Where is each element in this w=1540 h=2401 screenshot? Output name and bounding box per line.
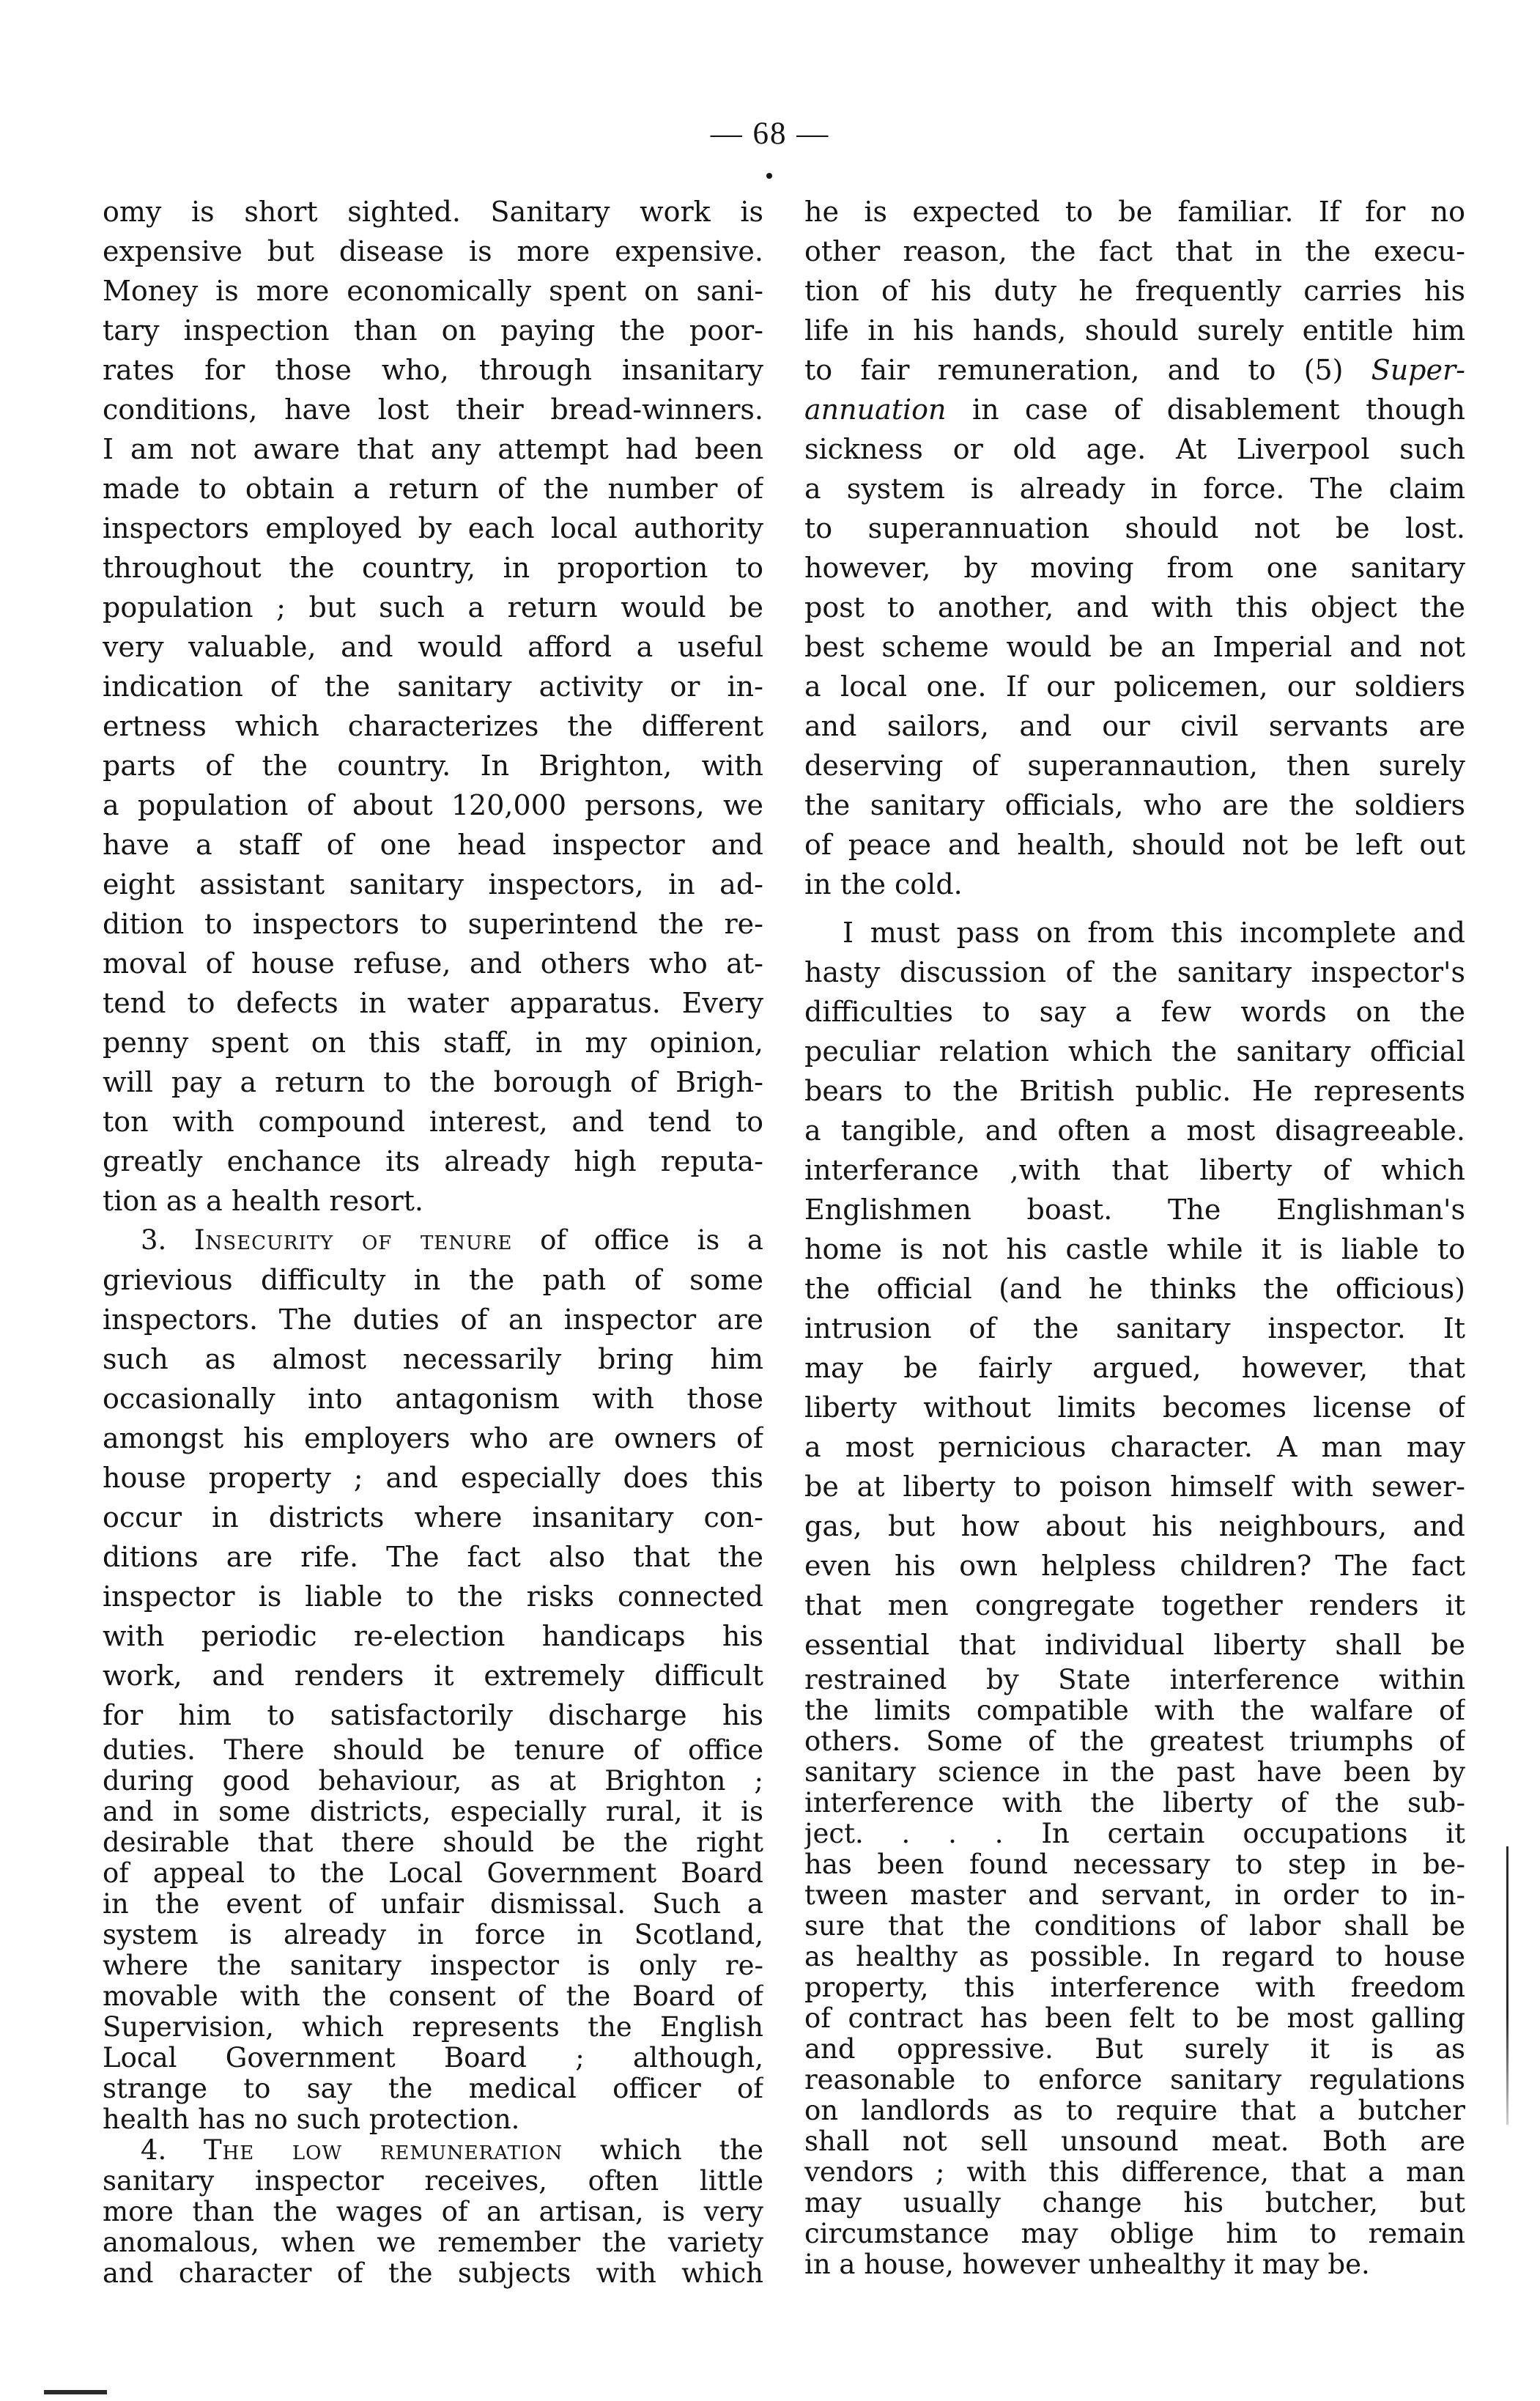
text-segment: tion of his duty he frequently carries his xyxy=(804,275,1465,307)
text-line xyxy=(103,1300,763,1339)
text-line xyxy=(103,1577,763,1616)
text-segment: made to obtain a return of the number of xyxy=(103,473,763,505)
italic-term: Super- xyxy=(1371,354,1465,386)
text-line xyxy=(103,944,763,983)
text-segment: occur in districts where insanitary con- xyxy=(103,1501,763,1534)
text-line xyxy=(804,1071,1465,1111)
text-segment: even his own helpless children? The fact xyxy=(804,1550,1465,1582)
text-segment: he is expected to be familiar. If for no xyxy=(804,196,1465,228)
text-segment: post to another, and with this object the xyxy=(804,591,1465,624)
text-segment: inspectors. The duties of an inspector are xyxy=(103,1303,763,1336)
text-line xyxy=(804,1942,1465,1972)
text-segment: sanitary science in the past have been by xyxy=(804,1757,1465,1788)
text-line xyxy=(804,1309,1465,1348)
text-segment: amongst his employers who are owners of xyxy=(103,1422,763,1454)
left-text-column xyxy=(103,192,763,2289)
text-line xyxy=(103,311,763,350)
text-line xyxy=(103,1766,763,1797)
text-segment: and character of the subjects with which xyxy=(103,2258,763,2289)
text-line xyxy=(804,2249,1465,2280)
text-segment: 4. xyxy=(141,2135,204,2166)
text-segment: home is not his castle while it is liable to xyxy=(804,1233,1465,1265)
text-segment: ditions are rife. The fact also that the xyxy=(103,1541,763,1573)
text-segment: very valuable, and would afford a useful xyxy=(103,631,763,663)
text-line xyxy=(804,1849,1465,1880)
text-segment: difficulties to say a few words on the xyxy=(804,996,1465,1028)
text-segment: expensive but disease is more expensive. xyxy=(103,235,763,267)
text-line xyxy=(804,588,1465,627)
text-segment: system is already in force in Scotland, xyxy=(103,1920,763,1950)
text-segment: of peace and health, should not be left out xyxy=(804,829,1465,861)
text-segment: a tangible, and often a most disagreeable. xyxy=(804,1114,1465,1147)
text-segment: 3. xyxy=(141,1224,194,1256)
text-segment: sure that the conditions of labor shall be xyxy=(804,1911,1465,1942)
text-line xyxy=(804,865,1465,904)
text-line xyxy=(804,2003,1465,2034)
text-line xyxy=(103,2104,763,2135)
text-line xyxy=(103,983,763,1023)
text-segment: however, by moving from one sanitary xyxy=(804,552,1465,584)
text-line xyxy=(103,548,763,588)
text-segment: omy is short sighted. Sanitary work is xyxy=(103,196,763,228)
text-segment: population ; but such a return would be xyxy=(103,591,763,624)
text-line xyxy=(103,746,763,785)
text-line xyxy=(103,508,763,548)
text-line xyxy=(103,1062,763,1102)
text-line xyxy=(103,1889,763,1920)
text-line xyxy=(804,1190,1465,1229)
text-segment: tween master and servant, in order to in- xyxy=(804,1880,1465,1911)
text-line xyxy=(103,904,763,944)
text-segment: peculiar relation which the sanitary official xyxy=(804,1035,1465,1068)
text-line xyxy=(804,1586,1465,1625)
text-segment: Money is more economically spent on sani- xyxy=(103,275,763,307)
text-segment: a local one. If our policemen, our soldiers xyxy=(804,670,1465,703)
text-line xyxy=(804,1467,1465,1506)
text-segment: a system is already in force. The claim xyxy=(804,473,1465,505)
text-segment: ton with compound interest, and tend to xyxy=(103,1106,763,1138)
text-line xyxy=(804,1427,1465,1467)
text-line xyxy=(103,2135,763,2166)
text-segment: tend to defects in water apparatus. Every xyxy=(103,987,763,1019)
text-line xyxy=(103,667,763,706)
text-line xyxy=(804,271,1465,311)
text-segment: may usually change his butcher, but xyxy=(804,2188,1465,2219)
text-segment: penny spent on this staff, in my opinion, xyxy=(103,1026,763,1059)
text-line xyxy=(804,992,1465,1032)
text-line xyxy=(103,429,763,469)
text-segment: deserving of superannaution, then surely xyxy=(804,750,1465,782)
text-line xyxy=(103,1260,763,1300)
text-line xyxy=(103,1827,763,1858)
text-segment: for him to satisfactorily discharge his xyxy=(103,1699,763,1731)
text-segment: in the cold. xyxy=(804,868,963,900)
text-line xyxy=(103,2073,763,2104)
text-segment: intrusion of the sanitary inspector. It xyxy=(804,1312,1465,1344)
text-line xyxy=(103,627,763,667)
text-line xyxy=(103,1735,763,1766)
text-segment: that men congregate together renders it xyxy=(804,1589,1465,1621)
text-segment: and oppressive. But surely it is as xyxy=(804,2034,1465,2065)
text-segment: gas, but how about his neighbours, and xyxy=(804,1510,1465,1542)
text-segment: in a house, however unhealthy it may be. xyxy=(804,2249,1370,2280)
text-segment: moval of house refuse, and others who at- xyxy=(103,947,763,980)
text-segment: property, this interference with freedom xyxy=(804,1972,1465,2003)
text-line xyxy=(804,1788,1465,1819)
text-line xyxy=(103,1102,763,1142)
text-line xyxy=(103,2166,763,2197)
text-segment: anomalous, when we remember the variety xyxy=(103,2227,763,2258)
text-segment: which the xyxy=(563,2135,763,2166)
text-segment: best scheme would be an Imperial and not xyxy=(804,631,1465,663)
text-line xyxy=(103,785,763,825)
text-line xyxy=(804,785,1465,825)
text-line xyxy=(804,2034,1465,2065)
text-line xyxy=(103,1458,763,1498)
text-segment: liberty without limits becomes license of xyxy=(804,1391,1465,1424)
text-line xyxy=(103,192,763,232)
text-segment: to fair remuneration, and to (5) xyxy=(804,354,1371,386)
text-segment: ject. . . . In certain occupations it xyxy=(804,1819,1465,1849)
text-segment: bears to the British public. He represents xyxy=(804,1075,1465,1107)
text-segment: rates for those who, through insanitary xyxy=(103,354,763,386)
text-line xyxy=(103,2012,763,2043)
page-number: — 68 — xyxy=(710,116,830,151)
text-line xyxy=(103,469,763,508)
text-segment: will pay a return to the borough of Brigh- xyxy=(103,1066,763,1098)
text-line xyxy=(804,667,1465,706)
text-line xyxy=(804,1665,1465,1695)
text-segment: interferance ,with that liberty of which xyxy=(804,1154,1465,1186)
text-line xyxy=(804,825,1465,865)
text-segment: may be fairly argued, however, that xyxy=(804,1352,1465,1384)
text-segment: duties. There should be tenure of office xyxy=(103,1735,763,1766)
text-segment: desirable that there should be the right xyxy=(103,1827,763,1858)
text-segment: ertness which characterizes the different xyxy=(103,710,763,742)
text-segment: occasionally into antagonism with those xyxy=(103,1383,763,1415)
text-segment: circumstance may oblige him to remain xyxy=(804,2219,1465,2249)
margin-edge-mark xyxy=(1506,1846,1508,2125)
text-segment: and in some districts, especially rural, it is xyxy=(103,1797,763,1827)
text-segment: as healthy as possible. In regard to house xyxy=(804,1942,1465,1972)
text-segment: of office is a xyxy=(512,1224,763,1256)
text-line xyxy=(103,865,763,904)
text-line xyxy=(804,390,1465,429)
text-line xyxy=(103,2043,763,2073)
text-line xyxy=(103,390,763,429)
text-line xyxy=(804,1269,1465,1309)
text-segment: where the sanitary inspector is only re- xyxy=(103,1950,763,1981)
text-line xyxy=(804,1348,1465,1388)
text-line xyxy=(804,1229,1465,1269)
text-line xyxy=(103,1418,763,1458)
text-line xyxy=(804,952,1465,992)
text-line xyxy=(103,825,763,865)
text-segment: on landlords as to require that a butcher xyxy=(804,2095,1465,2126)
text-segment: such as almost necessarily bring him xyxy=(103,1343,763,1375)
text-segment: greatly enchance its already high reputa- xyxy=(103,1145,763,1177)
ink-speck xyxy=(766,173,772,179)
text-line xyxy=(804,311,1465,350)
text-segment: of appeal to the Local Government Board xyxy=(103,1858,763,1889)
text-line xyxy=(103,1181,763,1221)
text-segment: hasty discussion of the sanitary inspector's xyxy=(804,956,1465,988)
text-segment: throughout the country, in proportion to xyxy=(103,552,763,584)
text-line xyxy=(804,913,1465,952)
section-heading: Insecurity of tenure xyxy=(193,1224,513,1256)
text-segment: the official (and he thinks the officious) xyxy=(804,1273,1465,1305)
text-segment: conditions, have lost their bread-winners. xyxy=(103,393,763,426)
text-line xyxy=(804,350,1465,390)
text-line xyxy=(103,1379,763,1418)
text-line xyxy=(804,1757,1465,1788)
text-line xyxy=(103,1616,763,1656)
text-line xyxy=(103,1221,763,1260)
text-segment: Supervision, which represents the English xyxy=(103,2012,763,2043)
text-segment: tion as a health resort. xyxy=(103,1185,423,1217)
text-segment: a population of about 120,000 persons, we xyxy=(103,789,763,821)
text-segment: inspector is liable to the risks connected xyxy=(103,1580,763,1613)
text-line xyxy=(804,2065,1465,2095)
text-segment: vendors ; with this difference, that a man xyxy=(804,2157,1465,2188)
text-line xyxy=(103,2197,763,2227)
text-segment: the limits compatible with the walfare of xyxy=(804,1695,1465,1726)
text-segment: Local Government Board ; although, xyxy=(103,2043,763,2073)
text-line xyxy=(804,1032,1465,1071)
text-line xyxy=(103,1339,763,1379)
text-line xyxy=(103,2227,763,2258)
text-segment: tary inspection than on paying the poor- xyxy=(103,314,763,347)
text-line xyxy=(804,2095,1465,2126)
text-line xyxy=(804,1911,1465,1942)
text-line xyxy=(103,1797,763,1827)
text-line xyxy=(103,588,763,627)
right-text-column xyxy=(804,192,1465,2280)
text-segment: grievious difficulty in the path of some xyxy=(103,1264,763,1296)
text-line xyxy=(103,1142,763,1181)
text-line xyxy=(804,508,1465,548)
text-segment: dition to inspectors to superintend the re- xyxy=(103,908,763,940)
text-segment: with periodic re-election handicaps his xyxy=(103,1620,763,1652)
text-line xyxy=(804,1506,1465,1546)
text-line xyxy=(804,1150,1465,1190)
text-segment: sanitary inspector receives, often little xyxy=(103,2166,763,2197)
text-segment: parts of the country. In Brighton, with xyxy=(103,750,763,782)
text-segment: restrained by State interference within xyxy=(804,1665,1465,1695)
text-segment: Englishmen boast. The Englishman's xyxy=(804,1194,1465,1226)
text-line xyxy=(804,1111,1465,1150)
text-line xyxy=(103,271,763,311)
text-segment: health has no such protection. xyxy=(103,2104,520,2135)
text-line xyxy=(103,1920,763,1950)
text-line xyxy=(103,1498,763,1537)
text-segment: the sanitary officials, who are the soldiers xyxy=(804,789,1465,821)
text-line xyxy=(804,1625,1465,1665)
text-segment: inspectors employed by each local authority xyxy=(103,512,763,544)
text-line xyxy=(804,1972,1465,2003)
text-segment: work, and renders it extremely difficult xyxy=(103,1660,763,1692)
italic-term: annuation xyxy=(804,393,947,426)
text-line xyxy=(103,350,763,390)
text-segment: shall not sell unsound meat. Both are xyxy=(804,2126,1465,2157)
text-line xyxy=(103,706,763,746)
text-segment: sickness or old age. At Liverpool such xyxy=(804,433,1465,465)
text-line xyxy=(804,1695,1465,1726)
text-segment: eight assistant sanitary inspectors, in ad- xyxy=(103,868,763,900)
text-line xyxy=(103,1695,763,1735)
text-segment: to superannuation should not be lost. xyxy=(804,512,1465,544)
text-segment: strange to say the medical officer of xyxy=(103,2073,763,2104)
text-segment: in case of disablement though xyxy=(946,393,1465,426)
text-segment: others. Some of the greatest triumphs of xyxy=(804,1726,1465,1757)
text-segment: a most pernicious character. A man may xyxy=(804,1431,1465,1463)
text-segment: more than the wages of an artisan, is very xyxy=(103,2197,763,2227)
text-line xyxy=(804,548,1465,588)
text-line xyxy=(804,746,1465,785)
text-segment: have a staff of one head inspector and xyxy=(103,829,763,861)
text-line xyxy=(804,2219,1465,2249)
text-line xyxy=(103,1981,763,2012)
text-line xyxy=(804,2157,1465,2188)
text-line xyxy=(804,192,1465,232)
text-segment: essential that individual liberty shall be xyxy=(804,1629,1465,1661)
text-segment: house property ; and especially does this xyxy=(103,1462,763,1494)
text-segment: of contract has been felt to be most galling xyxy=(804,2003,1465,2034)
text-segment: and sailors, and our civil servants are xyxy=(804,710,1465,742)
text-line xyxy=(103,1656,763,1695)
text-line xyxy=(804,1819,1465,1849)
text-line xyxy=(804,2126,1465,2157)
text-segment: life in his hands, should surely entitle him xyxy=(804,314,1465,347)
text-segment: movable with the consent of the Board of xyxy=(103,1981,763,2012)
text-segment: indication of the sanitary activity or in- xyxy=(103,670,763,703)
text-line xyxy=(103,1023,763,1062)
text-segment: be at liberty to poison himself with sewer- xyxy=(804,1470,1465,1503)
text-segment: reasonable to enforce sanitary regulations xyxy=(804,2065,1465,2095)
text-line xyxy=(804,469,1465,508)
text-line xyxy=(103,1858,763,1889)
text-line xyxy=(804,1388,1465,1427)
text-segment: in the event of unfair dismissal. Such a xyxy=(103,1889,763,1920)
section-heading: The low remuneration xyxy=(203,2135,563,2166)
text-segment: during good behaviour, as at Brighton ; xyxy=(103,1766,763,1797)
text-segment: interference with the liberty of the sub- xyxy=(804,1788,1465,1819)
text-line xyxy=(804,2188,1465,2219)
text-line xyxy=(103,2258,763,2289)
text-segment: I am not aware that any attempt had been xyxy=(103,433,763,465)
text-line xyxy=(804,429,1465,469)
text-line xyxy=(804,1726,1465,1757)
text-segment: has been found necessary to step in be- xyxy=(804,1849,1465,1880)
text-line xyxy=(804,627,1465,667)
text-line xyxy=(804,232,1465,271)
text-line xyxy=(804,706,1465,746)
text-line xyxy=(103,232,763,271)
footer-rule xyxy=(44,2390,107,2394)
text-line xyxy=(804,1546,1465,1586)
text-line xyxy=(804,1880,1465,1911)
text-segment: other reason, the fact that in the execu- xyxy=(804,235,1465,267)
text-line xyxy=(103,1537,763,1577)
text-segment: I must pass on from this incomplete and xyxy=(843,917,1465,949)
text-line xyxy=(103,1950,763,1981)
